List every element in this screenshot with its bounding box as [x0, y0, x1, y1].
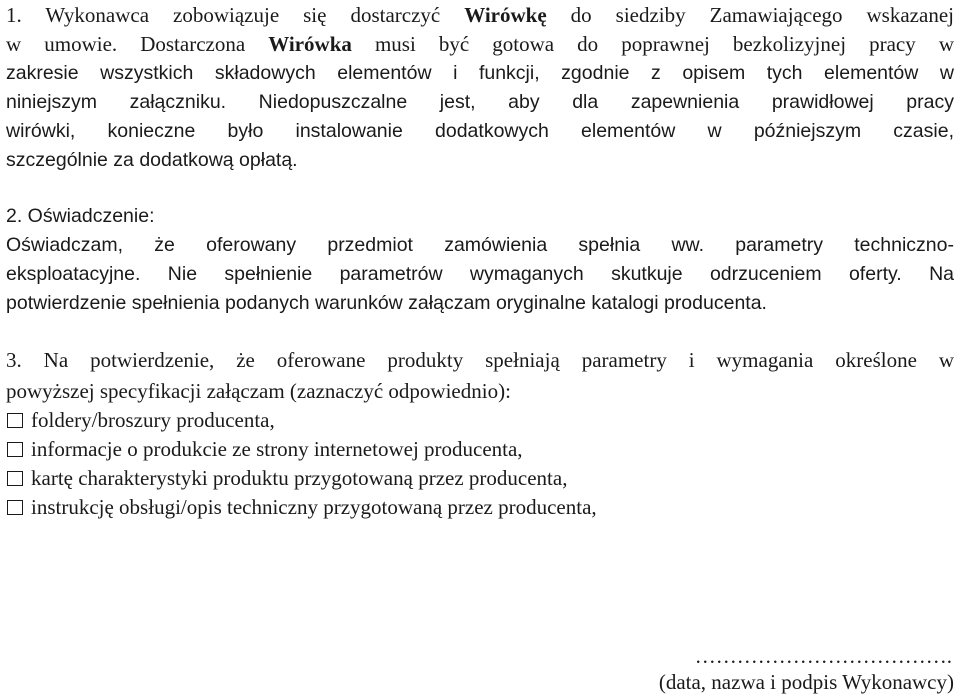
bold-term: Wirówka	[268, 32, 352, 56]
checkbox[interactable]	[7, 442, 23, 457]
section1-line3: zakresie wszystkich składowych elementów i funkcji, zgodnie z opisem tych elementów w	[6, 62, 954, 84]
section1-line2	[6, 29, 954, 59]
section3-line2: powyższej specyfikacji załączam (zaznaczyć odpowiednio):	[6, 379, 511, 403]
option-label: foldery/broszury producenta,	[31, 408, 275, 432]
section2-line1: Oświadczam, że oferowany przedmiot zamówienia spełnia ww. parametry techniczno-	[6, 234, 954, 256]
option-item	[6, 492, 597, 522]
checkbox[interactable]	[7, 471, 23, 486]
section1-line4: niniejszym załączniku. Niedopuszczalne jest, aby dla zapewnienia prawidłowej pracy	[6, 91, 954, 113]
checkbox[interactable]	[7, 500, 23, 515]
option-item	[6, 405, 275, 435]
option-label: instrukcję obsługi/opis techniczny przygotowaną przez producenta,	[31, 495, 597, 519]
option-label: kartę charakterystyki produktu przygotowaną przez producenta,	[31, 466, 568, 490]
section1-line6: szczególnie za dodatkową opłatą.	[6, 149, 298, 171]
text-span: do siedziby Zamawiającego wskazanej	[546, 3, 954, 27]
section2-line3: potwierdzenie spełnienia podanych warunków załączam oryginalne katalogi producenta.	[6, 292, 767, 314]
signature-caption: (data, nazwa i podpis Wykonawcy)	[658, 670, 954, 694]
section1-line1	[6, 0, 954, 30]
bold-term: Wirówkę	[464, 3, 547, 27]
section2-line2: eksploatacyjne. Nie spełnienie parametrów wymaganych skutkuje odrzuceniem oferty. Na	[6, 263, 954, 285]
option-item	[6, 434, 523, 464]
section3-line1: 3. Na potwierdzenie, że oferowane produkty spełniają parametry i wymagania określone w	[6, 348, 954, 372]
option-label: informacje o produkcie ze strony internetowej producenta,	[31, 437, 523, 461]
text-span: musi być gotowa do poprawnej bezkolizyjnej pracy w	[351, 32, 954, 56]
text-span: 1. Wykonawca zobowiązuje się dostarczyć	[6, 3, 465, 27]
signature-line: ……………………………….	[694, 644, 952, 668]
text-span: w umowie. Dostarczona	[6, 32, 269, 56]
section2-heading: 2. Oświadczenie:	[6, 205, 155, 227]
checkbox[interactable]	[7, 413, 23, 428]
section1-line5: wirówki, konieczne było instalowanie dodatkowych elementów w późniejszym czasie,	[6, 120, 954, 142]
option-item	[6, 463, 567, 493]
